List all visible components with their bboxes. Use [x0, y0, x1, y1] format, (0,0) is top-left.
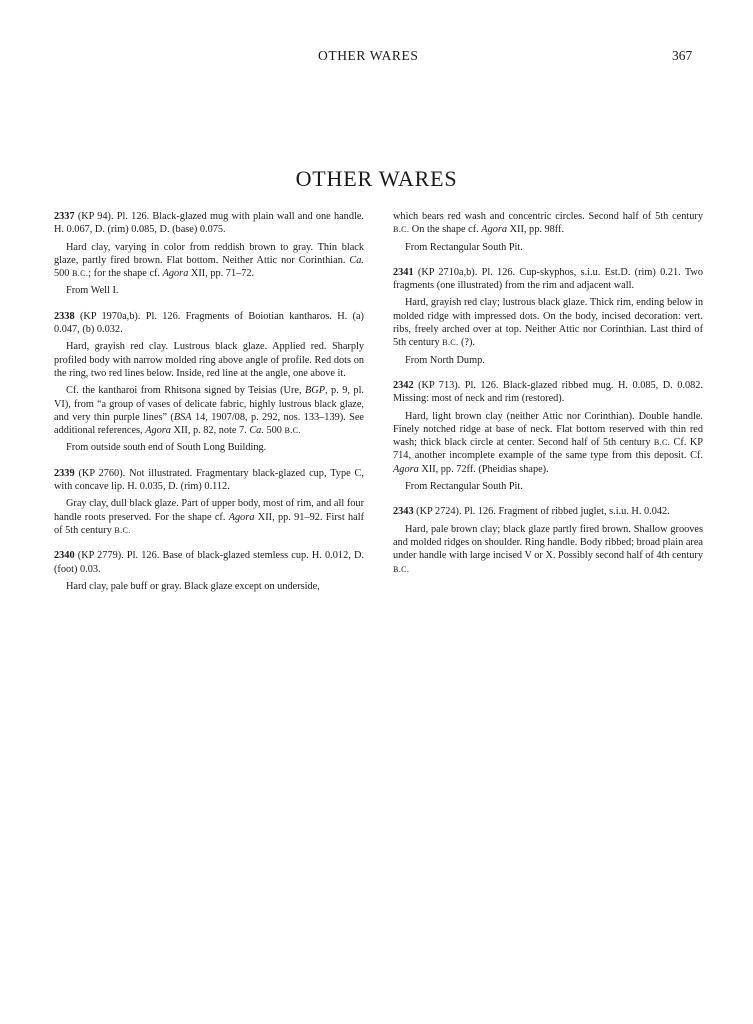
- entry-provenance: From Well I.: [66, 285, 119, 297]
- smallcaps-run: B.C.: [393, 564, 410, 574]
- entry-provenance: From North Dump.: [405, 354, 485, 366]
- text-run: ; for the shape cf.: [88, 268, 163, 280]
- text-run: XII, pp. 72ff. (Pheidias shape).: [418, 463, 549, 475]
- running-head: [0, 48, 753, 68]
- text-run: XII, p. 82, note 7.: [170, 425, 250, 437]
- text-run: On the shape cf.: [409, 224, 482, 236]
- entry-summary: (KP 2779). Pl. 126. Base of black-glazed stemless cup. H. 0.012, D. (foot) 0.03.: [54, 550, 364, 575]
- italic-run: Agora: [393, 463, 419, 475]
- entry-heading: [393, 379, 703, 406]
- entry-heading: [54, 549, 364, 576]
- catalog-entry-2342: [393, 379, 703, 493]
- section-title: OTHER WARES: [295, 166, 458, 191]
- entry-heading: [54, 310, 364, 337]
- italic-run: Agora: [481, 224, 508, 236]
- catalog-entry-2337: [54, 210, 364, 298]
- smallcaps-run: B.C.: [442, 338, 459, 348]
- text-run: XII, pp. 98ff.: [507, 224, 565, 236]
- entry-summary: (KP 2724). Pl. 126. Fragment of ribbed juglet, s.i.u. H. 0.042.: [413, 506, 670, 518]
- right-column: [393, 210, 703, 588]
- entry-summary: (KP 1970a,b). Pl. 126. Fragments of Boiotian kantharos. H. (a) 0.047, (b) 0.032.: [54, 310, 364, 336]
- text-run: which bears red wash and concentric circles. Second half of 5th century: [393, 211, 703, 222]
- smallcaps-run: B.C.: [653, 438, 671, 448]
- text-run: Hard, light brown clay (neither Attic nor Corinthian). Double handle. Finely notched ridge at base of neck. Flat bottom reserved with thin red wash; thick black circle at center. Second half of 5th century: [393, 410, 703, 449]
- entry-description: [54, 241, 364, 281]
- text-run: XII, pp. 71–72.: [188, 268, 255, 280]
- entry-description: [393, 523, 703, 576]
- text-run: (?).: [458, 337, 475, 349]
- entry-description: Hard clay, pale buff or gray. Black glaze except on underside,: [66, 580, 320, 592]
- entry-provenance: From Rectangular South Pit.: [405, 241, 523, 253]
- italic-run: Agora: [145, 425, 171, 437]
- smallcaps-run: B.C.: [114, 525, 131, 535]
- entry-number: 2342: [393, 379, 414, 391]
- text-run: 500: [54, 268, 73, 280]
- smallcaps-run: B.C.: [284, 426, 301, 436]
- text-run: Cf. KP 714, another incomplete example of the same type from this deposit. Cf.: [393, 437, 703, 462]
- entry-number: 2339: [54, 467, 75, 479]
- entry-summary: (KP 2760). Not illustrated. Fragmentary black-glazed cup, Type C, with concave lip. H. 0.035, D. (rim) 0.112.: [54, 467, 364, 493]
- entry-number: 2343: [393, 506, 414, 518]
- entry-number: 2337: [54, 211, 75, 222]
- smallcaps-run: B.C.: [72, 269, 89, 279]
- entry-summary: (KP 94). Pl. 126. Black-glazed mug with plain wall and one handle. H. 0.067, D. (rim) 0.085, D. (base) 0.075.: [54, 211, 364, 236]
- text-run: Cf. the kantharoi from Rhitsona signed by Teisias (Ure,: [66, 385, 305, 397]
- entry-description: [393, 296, 703, 349]
- entry-summary: (KP 2710a,b). Pl. 126. Cup-skyphos, s.i.u. Est.D. (rim) 0.21. Two fragments (one illustrated) from the rim and adjacent wall.: [393, 266, 703, 292]
- catalog-entry-2341: [393, 266, 703, 367]
- entry-comparanda: [54, 384, 364, 437]
- entry-description-continued: [393, 210, 703, 237]
- text-run: Gray clay, dull black glaze. Part of upper body, most of rim, and all four handle roots preserved. For the shape cf.: [54, 498, 364, 523]
- left-column: [54, 210, 364, 605]
- entry-description: [393, 410, 703, 476]
- italic-run: Ca.: [249, 425, 264, 437]
- running-title: OTHER WARES: [318, 48, 419, 63]
- text-run: Hard, pale brown clay; black glaze partly fired brown. Shallow grooves and molded ridges on shoulder. Ring handle. Body ribbed; broad plain area under handle with large incised V or X. Possibly second half of 4th century: [393, 523, 703, 562]
- italic-run: Agora: [162, 268, 189, 280]
- entry-description: Hard, grayish red clay. Lustrous black glaze. Applied red. Sharply profiled body with narrow molded ring above angle of profile. Red dots on the ring, two red lines below. Inside, red line at the angle, one above it.: [54, 341, 364, 379]
- text-run: Hard, grayish red clay; lustrous black glaze. Thick rim, ending below in molded ridge with impressed dots. On the body, incised decoration: vert. ribs, freely arched over at top. Neither Attic nor Corinthian. Last third of 5th century: [393, 297, 703, 349]
- catalog-entry-2338: [54, 310, 364, 455]
- catalog-entry-2339: [54, 467, 364, 537]
- entry-number: 2340: [54, 550, 75, 562]
- entry-description: [54, 497, 364, 537]
- smallcaps-run: B.C.: [393, 225, 410, 235]
- page-number: 367: [672, 48, 693, 63]
- italic-run: Agora: [228, 511, 255, 523]
- text-run: Hard clay, varying in color from reddish brown to gray. Thin black glaze, partly fired brown. Flat bottom. Neither Attic nor Corinthian.: [54, 241, 364, 266]
- entry-heading: [393, 266, 703, 293]
- entry-heading: [393, 505, 703, 518]
- catalog-entry-2343: [393, 505, 703, 575]
- entry-heading: [54, 210, 364, 237]
- text-run: 500: [263, 425, 285, 437]
- entry-heading: [54, 467, 364, 494]
- entry-number: 2338: [54, 310, 75, 322]
- text-run: , p. 9, pl. VI), from “a group of vases of delicate fabric, highly lustrous black glaze, and very thin purple lines” (: [54, 385, 365, 423]
- italic-run: BGP: [305, 385, 326, 397]
- entry-summary: (KP 713). Pl. 126. Black-glazed ribbed mug. H. 0.085, D. 0.082. Missing: most of neck and rim (restored).: [393, 379, 703, 405]
- text-run: 14, 1907/08, p. 292, nos. 133–139). See additional references,: [54, 411, 364, 437]
- italic-run: Ca.: [349, 254, 364, 266]
- entry-number: 2341: [393, 266, 414, 278]
- catalog-entry-2340-continued: [393, 210, 703, 254]
- entry-provenance: From Rectangular South Pit.: [405, 481, 523, 493]
- entry-provenance: From outside south end of South Long Building.: [66, 442, 267, 454]
- text-run: XII, pp. 91–92. First half of 5th century: [54, 511, 364, 536]
- catalog-entry-2340: [54, 549, 364, 593]
- italic-run: BSA: [173, 411, 192, 423]
